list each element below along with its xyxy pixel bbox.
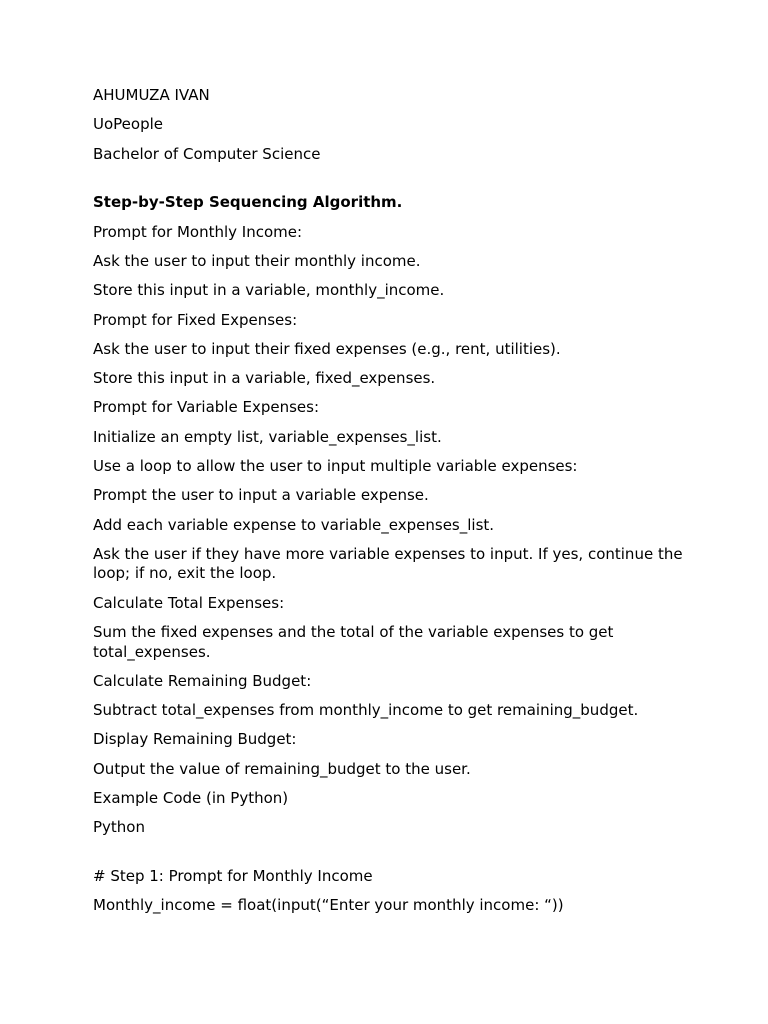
step-title-fixed-expenses: Prompt for Fixed Expenses: bbox=[93, 310, 298, 329]
section-heading: Step-by-Step Sequencing Algorithm. bbox=[93, 193, 403, 212]
step-detail: Subtract total_expenses from monthly_income to get remaining_budget. bbox=[93, 701, 639, 720]
step-detail: Ask the user to input their fixed expenses (e.g., rent, utilities). bbox=[93, 339, 561, 358]
step-detail: Ask the user if they have more variable expenses to input. If yes, continue the loop; if no, exit the loop. bbox=[93, 544, 683, 583]
step-detail: Initialize an empty list, variable_expenses_list. bbox=[93, 427, 442, 446]
institution-name: UoPeople bbox=[93, 115, 163, 134]
step-detail: Sum the fixed expenses and the total of the variable expenses to get total_expenses. bbox=[93, 623, 614, 661]
step-detail: Store this input in a variable, monthly_income. bbox=[93, 281, 445, 300]
step-title-variable-expenses: Prompt for Variable Expenses: bbox=[93, 398, 319, 417]
step-title-monthly-income: Prompt for Monthly Income: bbox=[93, 222, 303, 241]
step-title-remaining-budget: Calculate Remaining Budget: bbox=[93, 671, 312, 690]
author-name: AHUMUZA IVAN bbox=[93, 86, 210, 104]
code-language-label: Python bbox=[93, 818, 145, 837]
step-detail: Prompt the user to input a variable expense. bbox=[93, 486, 429, 505]
document-content bbox=[93, 86, 683, 926]
step-detail: Output the value of remaining_budget to the user. bbox=[93, 759, 471, 778]
code-statement: Monthly_income = float(input(“Enter your monthly income: “)) bbox=[93, 896, 564, 915]
code-comment: # Step 1: Prompt for Monthly Income bbox=[93, 867, 373, 886]
degree-program: Bachelor of Computer Science bbox=[93, 144, 321, 163]
step-detail: Use a loop to allow the user to input multiple variable expenses: bbox=[93, 457, 578, 476]
step-detail: Ask the user to input their monthly income. bbox=[93, 251, 421, 270]
step-title-display-budget: Display Remaining Budget: bbox=[93, 730, 297, 749]
step-title-total-expenses: Calculate Total Expenses: bbox=[93, 593, 285, 612]
step-detail: Store this input in a variable, fixed_expenses. bbox=[93, 369, 436, 388]
example-code-heading: Example Code (in Python) bbox=[93, 789, 289, 808]
step-detail: Add each variable expense to variable_expenses_list. bbox=[93, 515, 495, 534]
